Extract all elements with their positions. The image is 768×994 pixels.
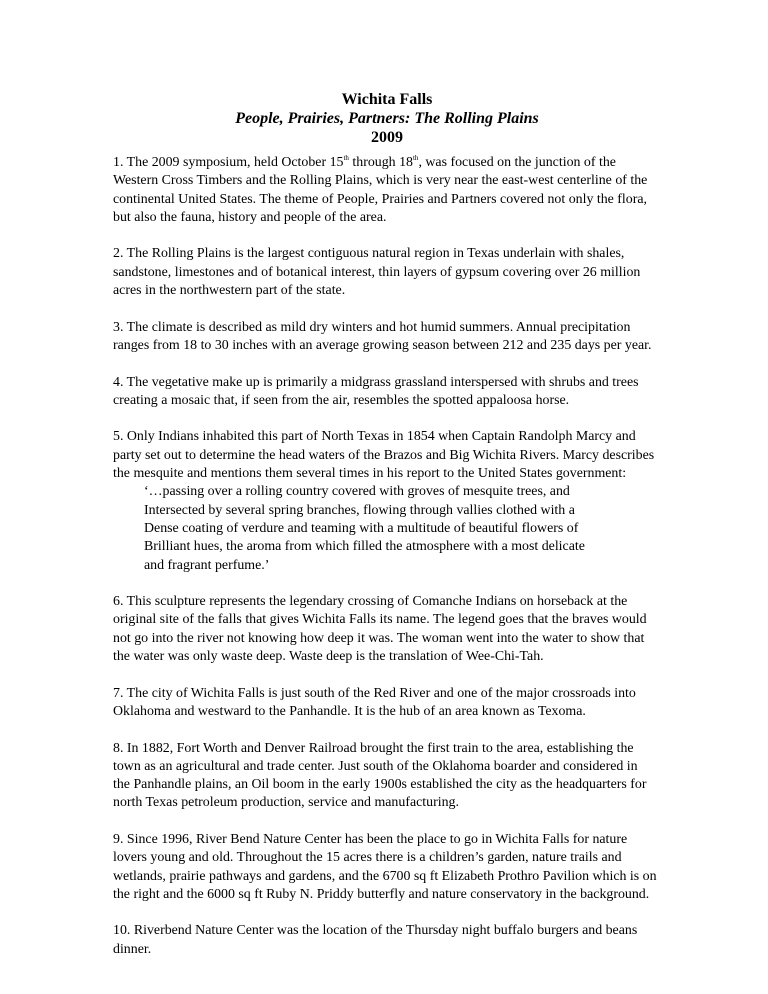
paragraph-3 bbox=[113, 319, 661, 356]
paragraph-line: but also the fauna, history and people of the area. bbox=[113, 209, 387, 225]
paragraph-line: wetlands, prairie pathways and gardens, and the 6700 sq ft Elizabeth Prothro Pavilion which is on bbox=[113, 868, 657, 884]
paragraph-line: 2. The Rolling Plains is the largest contiguous natural region in Texas underlain with shales, bbox=[113, 246, 625, 262]
paragraph-line: ranges from 18 to 30 inches with an average growing season between 212 and 235 days per year. bbox=[113, 337, 652, 353]
paragraph-4 bbox=[113, 374, 661, 411]
paragraph-10 bbox=[113, 922, 661, 959]
paragraph-line: 6. This sculpture represents the legendary crossing of Comanche Indians on horseback at the bbox=[113, 594, 628, 610]
paragraph-line: Oklahoma and westward to the Panhandle. It is the hub of an area known as Texoma. bbox=[113, 703, 586, 719]
document-body bbox=[113, 154, 661, 959]
document-title: Wichita Falls bbox=[341, 91, 433, 108]
paragraph-line: 9. Since 1996, River Bend Nature Center has been the place to go in Wichita Falls for nature bbox=[113, 831, 628, 847]
paragraph-7 bbox=[113, 685, 661, 722]
paragraph-line: 7. The city of Wichita Falls is just south of the Red River and one of the major crossroads into bbox=[113, 685, 636, 701]
paragraph-line: not go into the river not knowing how deep it was. The woman went into the water to show that bbox=[113, 630, 645, 646]
paragraph-5 bbox=[113, 428, 661, 574]
paragraph-line: 5. Only Indians inhabited this part of North Texas in 1854 when Captain Randolph Marcy and bbox=[113, 429, 636, 445]
paragraph-line: 1. The 2009 symposium, held October 15th through 18th, was focused on the junction of the bbox=[113, 154, 616, 170]
paragraph-line: dinner. bbox=[113, 941, 152, 957]
paragraph-9 bbox=[113, 831, 661, 904]
paragraph-line: the water was only waste deep. Waste deep is the translation of Wee-Chi-Tah. bbox=[113, 649, 544, 665]
paragraph-line: the mesquite and mentions them several times in his report to the United States government: bbox=[113, 466, 627, 482]
document-year: 2009 bbox=[371, 129, 403, 146]
document-page bbox=[113, 0, 661, 977]
paragraph-1 bbox=[113, 154, 661, 227]
paragraph-line: 4. The vegetative make up is primarily a midgrass grassland interspersed with shrubs and trees bbox=[113, 374, 639, 390]
paragraph-line: town as an agricultural and trade center. Just south of the Oklahoma boarder and considered in bbox=[113, 758, 638, 774]
quote-line: Dense coating of verdure and teaming with a multitude of beautiful flowers of bbox=[144, 520, 579, 536]
quote-line: Brilliant hues, the aroma from which filled the atmosphere with a most delicate bbox=[144, 539, 585, 555]
paragraph-line: 3. The climate is described as mild dry winters and hot humid summers. Annual precipitation bbox=[113, 319, 631, 335]
document-subtitle: People, Prairies, Partners: The Rolling Plains bbox=[235, 110, 539, 127]
paragraph-6 bbox=[113, 593, 661, 666]
paragraph-line: party set out to determine the head waters of the Brazos and Big Wichita Rivers. Marcy describes bbox=[113, 447, 655, 463]
quote-line: Intersected by several spring branches, flowing through vallies clothed with a bbox=[144, 502, 575, 518]
paragraph-line: the Panhandle plains, an Oil boom in the early 1900s established the city as the headquarters for bbox=[113, 777, 647, 793]
paragraph-line: the right and the 6000 sq ft Ruby N. Priddy butterfly and nature conservatory in the background. bbox=[113, 886, 650, 902]
paragraph-line: lovers young and old. Throughout the 15 acres there is a children’s garden, nature trails and bbox=[113, 850, 622, 866]
paragraph-line: creating a mosaic that, if seen from the air, resembles the spotted appaloosa horse. bbox=[113, 392, 570, 408]
quote-line: ‘…passing over a rolling country covered with groves of mesquite trees, and bbox=[144, 484, 570, 500]
paragraph-line: sandstone, limestones and of botanical interest, thin layers of gypsum covering over 26 million bbox=[113, 264, 641, 280]
paragraph-line: original site of the falls that gives Wichita Falls its name. The legend goes that the braves would bbox=[113, 612, 647, 628]
title-block bbox=[113, 90, 661, 147]
paragraph-8 bbox=[113, 740, 661, 813]
paragraph-line: 10. Riverbend Nature Center was the location of the Thursday night buffalo burgers and beans bbox=[113, 923, 638, 939]
paragraph-line: continental United States. The theme of People, Prairies and Partners covered not only the flora, bbox=[113, 191, 647, 207]
paragraph-line: acres in the northwestern part of the state. bbox=[113, 283, 346, 299]
paragraph-2 bbox=[113, 245, 661, 300]
quote-line: and fragrant perfume.’ bbox=[144, 557, 270, 573]
paragraph-line: 8. In 1882, Fort Worth and Denver Railroad brought the first train to the area, establishing the bbox=[113, 740, 634, 756]
paragraph-line: north Texas petroleum production, service and manufacturing. bbox=[113, 795, 459, 811]
paragraph-line: Western Cross Timbers and the Rolling Plains, which is very near the east-west centerline of the bbox=[113, 173, 648, 189]
